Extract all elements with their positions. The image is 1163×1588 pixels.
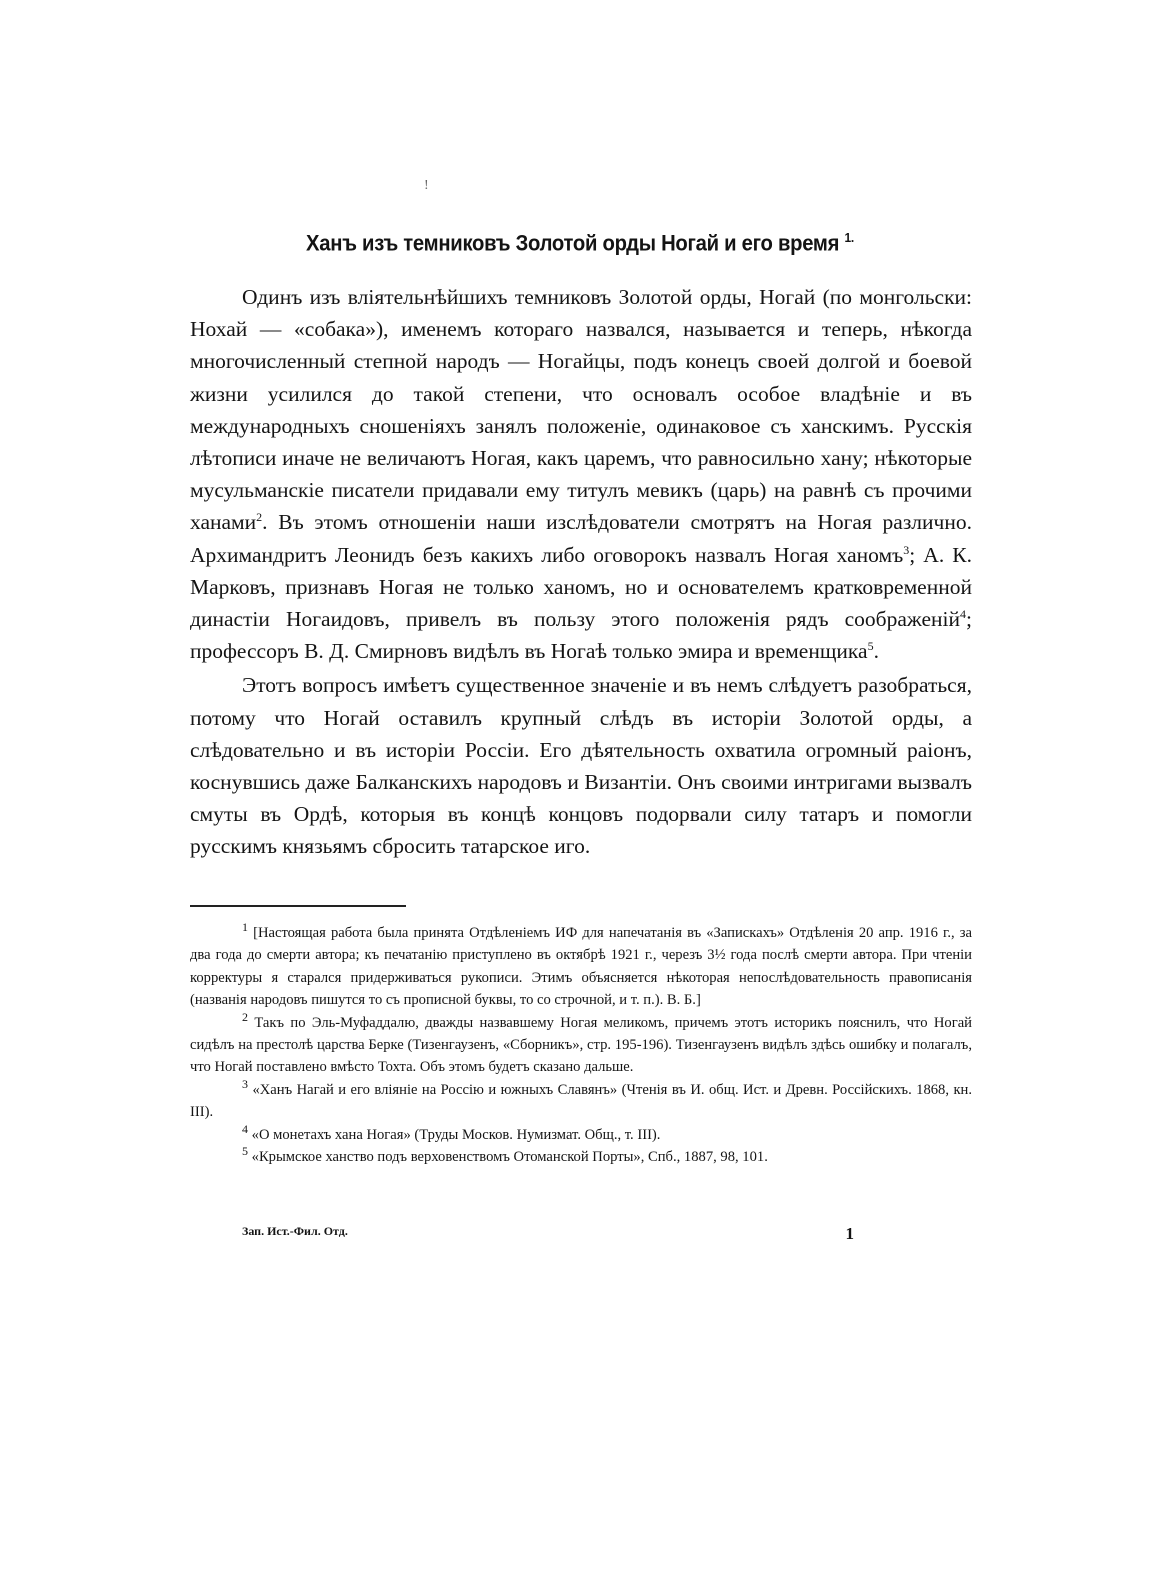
footnote-2 (190, 1009, 972, 1079)
footnote-divider (190, 905, 406, 907)
footnote-number: 4 (242, 1121, 248, 1136)
p1-text-d: ; профессоръ В. Д. Смирновъ видѣлъ въ Ногаѣ только эмира и временщика (190, 607, 972, 664)
footnote-ref-3: 3 (903, 542, 910, 557)
footnote-text: [Настоящая работа была принята Отдѣленіемъ ИФ для напечатанія въ «Запискахъ» Отдѣленія 20 апр. 1916 г., за два года до смерти автора; къ печатанію приступлено въ октябрѣ 1921 г., черезъ 3½ года послѣ смерти автора. При чтеніи корректуры я старался придерживаться рукописи. Этимъ объясняется нѣкоторая непослѣдовательность правописанія (названія народовъ пишутся то съ прописной буквы, то со строчной, и т. п.). В. Б.] (190, 925, 972, 1009)
article-title (221, 230, 939, 256)
p1-text-a: Одинъ изъ вліятельнѣйшихъ темниковъ Золотой орды, Ногай (по монгольски: Нохай — «собака»), именемъ котораго назвался, называется и теперь, нѣкогда многочисленный степной народъ — Ногайцы, подъ конецъ своей долгой и боевой жизни усилился до такой степени, что основалъ особое владѣніе и въ международныхъ сношеніяхъ занялъ положеніе, одинаковое съ ханскимъ. Русскія лѣтописи иначе не величаютъ Ногая, какъ царемъ, что равносильно хану; нѣкоторые мусульманскіе писатели придавали ему титулъ мевикъ (царь) на равнѣ съ прочими ханами (190, 285, 972, 535)
p1-text-b: . Въ этомъ отношеніи наши изслѣдователи смотрятъ на Ногая различно. Архимандритъ Леонидъ безъ какихъ либо оговорокъ назвалъ Ногая ханомъ (190, 510, 972, 567)
page-number: 1 (845, 1224, 854, 1243)
footnote-number: 1 (242, 920, 248, 935)
footnote-text: Такъ по Эль-Муфаддалю, дважды назвавшему Ногая меликомъ, причемъ этотъ историкъ пояснилъ, что Ногай сидѣлъ на престолѣ царства Берке (Тизенгаузенъ, «Сборникъ», стр. 195-196). Тизенгаузенъ видѣлъ здѣсь ошибку и полагалъ, что Ногай поставлено вмѣсто Тохта. Объ этомъ будетъ сказано дальше. (190, 1014, 972, 1076)
footnote-number: 5 (242, 1144, 248, 1159)
footnote-5 (190, 1146, 972, 1168)
footnote-3 (190, 1076, 972, 1124)
title-text: Ханъ изъ темниковъ Золотой орды Ногай и его время (306, 230, 840, 256)
footnotes (190, 922, 972, 1168)
p1-text-c: ; А. К. Марковъ, признавъ Ногая не только ханомъ, но и основателемъ кратковременной династіи Ногаидовъ, привелъ въ пользу этого положенія рядъ соображеній (190, 542, 972, 632)
article-body (190, 281, 972, 863)
footnote-ref-5: 5 (867, 639, 874, 654)
footnote-text: «Крымское ханство подъ верховенствомъ Отоманской Порты», Спб., 1887, 98, 101. (251, 1149, 768, 1166)
footnote-ref-2: 2 (256, 510, 263, 525)
paragraph-2: Этотъ вопросъ имѣетъ существенное значеніе и въ немъ слѣдуетъ разобраться, потому что Ногай оставилъ крупный слѣдъ въ исторіи Золотой орды, а слѣдовательно и въ исторіи Россіи. Его дѣятельность охватила огромный раіонъ, коснувшись даже Балканскихъ народовъ и Византіи. Онъ своими интригами вызвалъ смуты въ Ордѣ, которыя въ концѣ концовъ подорвали силу татаръ и помогли русскимъ князьямъ сбросить татарское иго. (190, 673, 972, 859)
p1-text-e: . (873, 639, 879, 664)
footnote-number: 3 (242, 1076, 248, 1091)
footnote-text: «О монетахъ хана Ногая» (Труды Москов. Нумизмат. Общ., т. III). (251, 1126, 661, 1143)
footnote-1 (190, 922, 972, 1012)
signature-mark: Зап. Ист.-Фил. Отд. (242, 1224, 348, 1238)
footnote-ref-4: 4 (960, 606, 967, 621)
footnote-text: «Ханъ Нагай и его вліяніе на Россію и южныхъ Славянъ» (Чтенія въ И. общ. Ист. и Древн. Россійскихъ. 1868, кн. III). (190, 1081, 972, 1121)
footnote-4 (190, 1121, 972, 1146)
title-footnote-ref: 1. (844, 230, 854, 245)
page-footer (242, 1224, 854, 1244)
footnote-number: 2 (242, 1009, 248, 1024)
paragraph-1 (190, 281, 972, 667)
stray-mark: ! (424, 178, 429, 193)
